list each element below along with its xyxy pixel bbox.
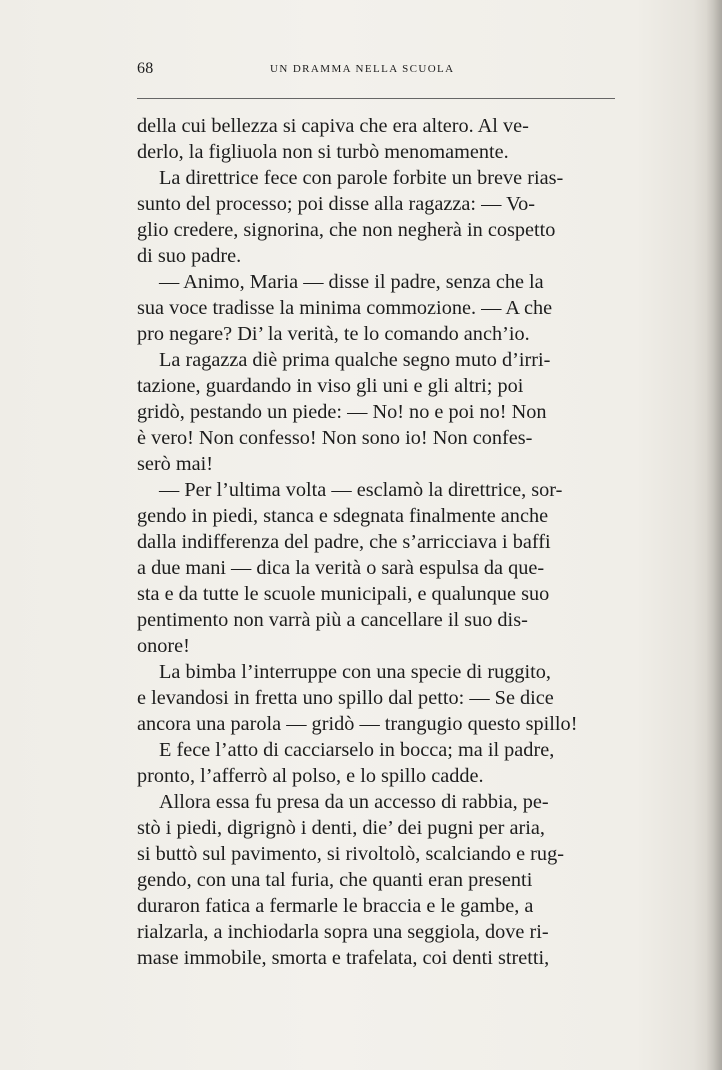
text-line: sua voce tradisse la minima commozione. — A che: [137, 297, 553, 319]
page-edge-shadow: [706, 0, 722, 1070]
text-line: La bimba l’interruppe con una specie di ruggito,: [159, 661, 551, 683]
text-line: gendo, con una tal furia, che quanti eran presenti: [137, 869, 533, 891]
text-line: ancora una parola — gridò — trangugio questo spillo!: [137, 713, 578, 735]
text-line: glio credere, signorina, che non negherà in cospetto: [137, 219, 556, 241]
text-line: onore!: [137, 635, 190, 657]
text-line: di suo padre.: [137, 245, 242, 267]
text-line: La direttrice fece con parole forbite un breve rias-: [159, 167, 564, 189]
page-number: 68: [137, 60, 154, 77]
text-line: — Animo, Maria — disse il padre, senza che la: [159, 271, 544, 293]
text-line: è vero! Non confesso! Non sono io! Non confes-: [137, 427, 533, 449]
text-line: serò mai!: [137, 453, 214, 475]
text-line: tazione, guardando in viso gli uni e gli altri; poi: [137, 375, 524, 397]
text-line: Allora essa fu presa da un accesso di rabbia, pe-: [159, 791, 549, 813]
text-line: pro negare? Di’ la verità, te lo comando anch’io.: [137, 323, 530, 345]
text-line: dalla indifferenza del padre, che s’arricciava i baffi: [137, 531, 551, 553]
running-title: UN DRAMMA NELLA SCUOLA: [270, 63, 455, 75]
text-line: gridò, pestando un piede: — No! no e poi no! Non: [137, 401, 547, 423]
text-line: pentimento non varrà più a cancellare il suo dis-: [137, 609, 528, 631]
text-line: derlo, la figliuola non si turbò menomamente.: [137, 141, 509, 163]
page-header: [137, 60, 615, 84]
body-text: [137, 113, 625, 971]
text-line: sta e da tutte le scuole municipali, e qualunque suo: [137, 583, 550, 605]
text-line: sunto del processo; poi disse alla ragazza: — Vo-: [137, 193, 536, 215]
text-line: E fece l’atto di cacciarselo in bocca; ma il padre,: [159, 739, 555, 761]
text-line: pronto, l’afferrò al polso, e lo spillo cadde.: [137, 765, 484, 787]
text-line: stò i piedi, digrignò i denti, die’ dei pugni per aria,: [137, 817, 545, 839]
text-line: rialzarla, a inchiodarla sopra una seggiola, dove ri-: [137, 921, 549, 943]
text-line: mase immobile, smorta e trafelata, coi denti stretti,: [137, 947, 550, 969]
header-rule: [137, 98, 615, 99]
text-line: duraron fatica a fermarle le braccia e le gambe, a: [137, 895, 534, 917]
text-line: La ragazza diè prima qualche segno muto d’irri-: [159, 349, 551, 371]
text-line: si buttò sul pavimento, si rivoltolò, scalciando e rug-: [137, 843, 564, 865]
text-line: gendo in piedi, stanca e sdegnata finalmente anche: [137, 505, 549, 527]
text-line: — Per l’ultima volta — esclamò la direttrice, sor-: [159, 479, 563, 501]
text-line: e levandosi in fretta uno spillo dal petto: — Se dice: [137, 687, 554, 709]
text-line: della cui bellezza si capiva che era altero. Al ve-: [137, 115, 529, 137]
text-line: a due mani — dica la verità o sarà espulsa da que-: [137, 557, 545, 579]
